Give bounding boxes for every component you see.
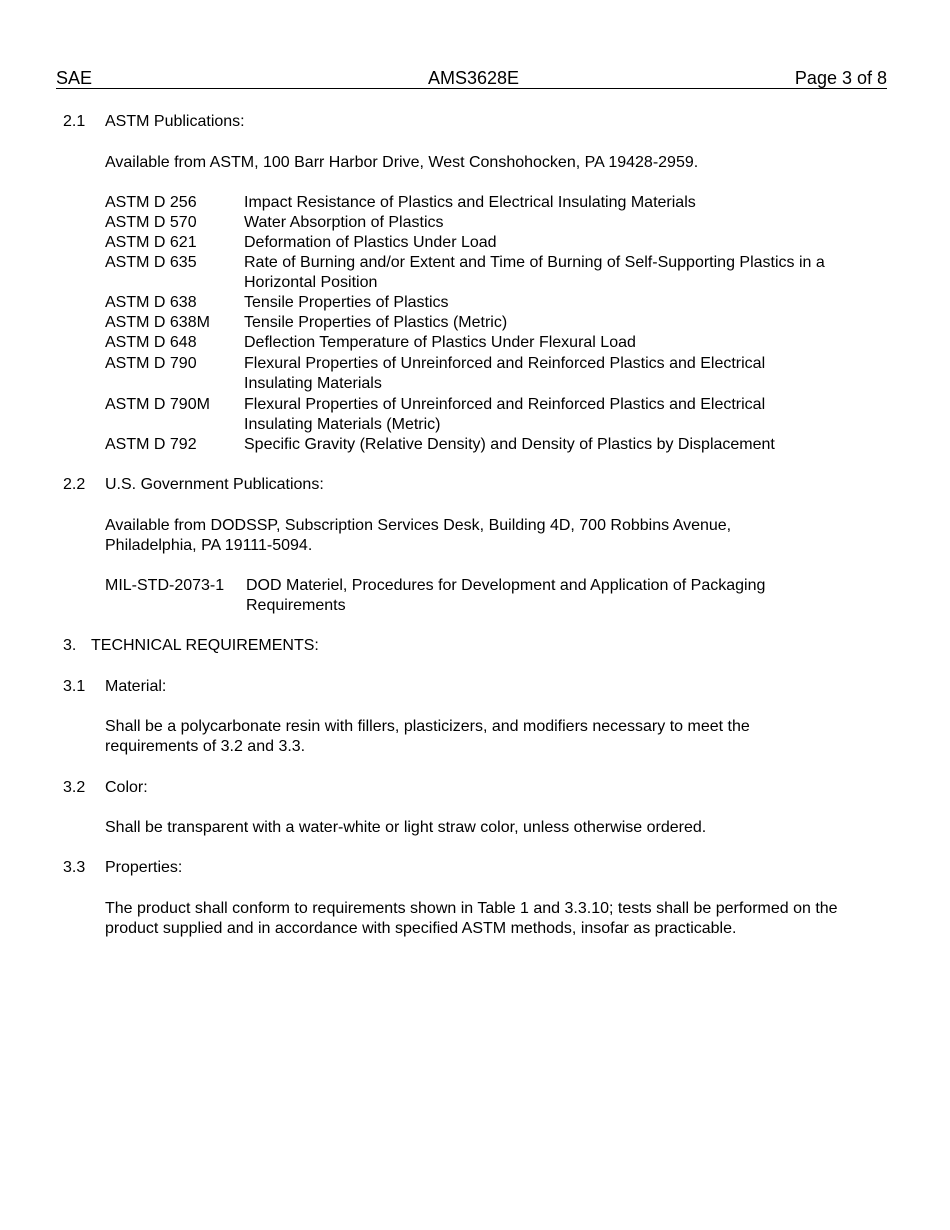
properties-paragraph: The product shall conform to requirements shown in Table 1 and 3.3.10; tests shall be performed on the product supplied and in accordance with specified ASTM methods, insofar as practicable. — [105, 900, 838, 937]
section-title: U.S. Government Publications: — [105, 476, 324, 493]
section-title: TECHNICAL REQUIREMENTS: — [91, 637, 319, 654]
reference-title: Impact Resistance of Plastics and Electrical Insulating Materials — [244, 194, 696, 211]
page-header — [56, 68, 887, 89]
header-document-number: AMS3628E — [428, 68, 520, 88]
reference-code: ASTM D 790 — [105, 355, 197, 372]
section-number: 3.2 — [63, 779, 86, 796]
header-organization: SAE — [56, 68, 93, 88]
section-number: 2.2 — [63, 476, 86, 493]
reference-title: Specific Gravity (Relative Density) and Density of Plastics by Displacement — [244, 436, 775, 453]
section-number: 3. — [63, 637, 77, 654]
reference-code: ASTM D 570 — [105, 214, 197, 231]
reference-code: ASTM D 256 — [105, 194, 197, 211]
reference-title: Deformation of Plastics Under Load — [244, 234, 497, 251]
section-title: Color: — [105, 779, 148, 796]
reference-code: ASTM D 638M — [105, 314, 210, 331]
reference-code: MIL-STD-2073-1 — [105, 577, 225, 594]
section-number: 2.1 — [63, 113, 86, 130]
section-title: Properties: — [105, 859, 183, 876]
color-paragraph: Shall be transparent with a water-white or light straw color, unless otherwise ordered. — [105, 819, 707, 836]
reference-title: Rate of Burning and/or Extent and Time of Burning of Self-Supporting Plastics in a Horizontal Position — [244, 254, 825, 291]
reference-title: Tensile Properties of Plastics — [244, 294, 449, 311]
section-title: Material: — [105, 678, 167, 695]
reference-title: Flexural Properties of Unreinforced and Reinforced Plastics and Electrical Insulating Materials — [244, 355, 766, 392]
reference-title: DOD Materiel, Procedures for Development and Application of Packaging Requirements — [246, 577, 766, 614]
reference-code: ASTM D 792 — [105, 436, 197, 453]
reference-title: Water Absorption of Plastics — [244, 214, 444, 231]
section-title: ASTM Publications: — [105, 113, 245, 130]
reference-code: ASTM D 638 — [105, 294, 197, 311]
reference-title: Deflection Temperature of Plastics Under Flexural Load — [244, 334, 636, 351]
section-number: 3.3 — [63, 859, 86, 876]
reference-title: Tensile Properties of Plastics (Metric) — [244, 314, 508, 331]
reference-code: ASTM D 635 — [105, 254, 197, 271]
section-number: 3.1 — [63, 678, 86, 695]
reference-code: ASTM D 790M — [105, 396, 210, 413]
reference-code: ASTM D 621 — [105, 234, 197, 251]
reference-code: ASTM D 648 — [105, 334, 197, 351]
dodssp-availability: Available from DODSSP, Subscription Services Desk, Building 4D, 700 Robbins Avenue, Philadelphia, PA 19111-5094. — [105, 517, 732, 554]
astm-availability: Available from ASTM, 100 Barr Harbor Drive, West Conshohocken, PA 19428-2959. — [105, 154, 699, 171]
material-paragraph: Shall be a polycarbonate resin with fillers, plasticizers, and modifiers necessary to meet the requirements of 3.2 and 3.3. — [105, 718, 750, 755]
reference-title: Flexural Properties of Unreinforced and Reinforced Plastics and Electrical Insulating Materials (Metric) — [244, 396, 766, 433]
header-page-number: Page 3 of 8 — [794, 68, 887, 88]
